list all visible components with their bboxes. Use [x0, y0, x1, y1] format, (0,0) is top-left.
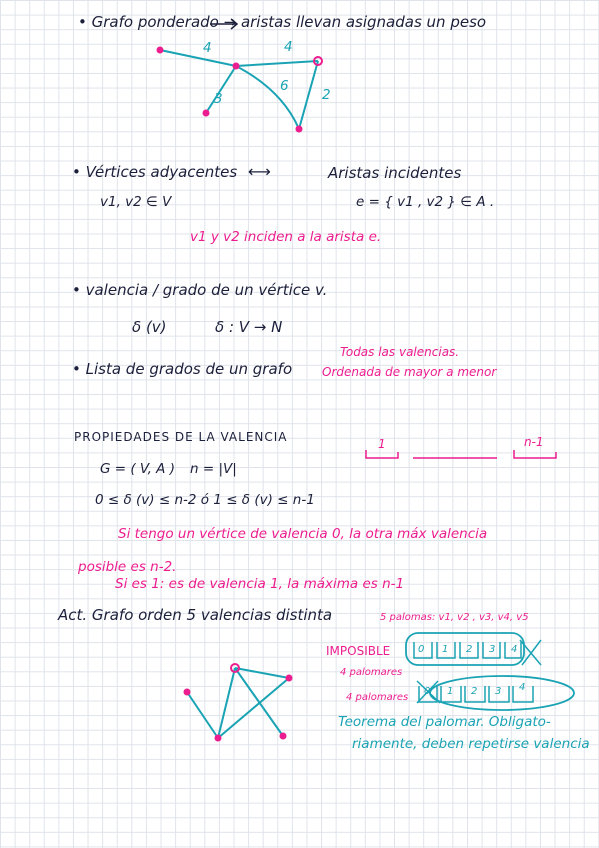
box-label: 1	[442, 644, 449, 655]
valence-note: Si tengo un vértice de valencia 0, la otra máx valencia	[118, 526, 488, 542]
delta-notation: δ (v)	[132, 318, 167, 336]
pigeonhole-theorem: Teorema del palomar. Obligato-	[338, 714, 551, 730]
graph-edge	[299, 61, 318, 129]
order-definition: n = |V|	[190, 461, 237, 477]
graph-edge	[236, 61, 318, 66]
edge-weight-label: 3	[214, 91, 223, 107]
graph-edge	[187, 692, 218, 738]
graph-edge	[235, 668, 283, 736]
graph-vertex	[157, 47, 164, 54]
box-label: 0	[418, 644, 425, 655]
activity-statement: Act. Grafo orden 5 valencias distinta	[58, 606, 333, 624]
valence-note: Si es 1: es de valencia 1, la máxima es n-1	[115, 576, 405, 592]
graph-edge	[160, 50, 236, 66]
pigeonholes-count: 4 palomares	[346, 692, 409, 703]
graph-vertex	[233, 63, 240, 70]
graph-vertex	[286, 675, 293, 682]
weighted-graph-definition: • Grafo ponderado → aristas llevan asignadas un peso	[78, 13, 487, 31]
properties-heading: PROPIEDADES DE LA VALENCIA	[74, 430, 288, 444]
incident-edge-formula: e = { v1 , v2 } ∈ A .	[356, 194, 495, 210]
graph-vertex	[203, 110, 210, 117]
pigeons-list: 5 palomas: v1, v2 , v3, v4, v5	[380, 612, 529, 623]
edge-weight-label: 4	[203, 40, 212, 56]
pigeonholes-count: 4 palomares	[340, 667, 403, 678]
box-label: 4	[519, 682, 526, 693]
example-graph	[184, 664, 293, 742]
graph-definition: G = ( V, A )	[100, 461, 175, 477]
box-label: 4	[511, 644, 518, 655]
incident-edges-title: Aristas incidentes	[328, 164, 462, 182]
range-end-label: n-1	[524, 435, 544, 449]
degree-list-note: Todas las valencias.	[340, 345, 460, 359]
box-label: 2	[466, 644, 473, 655]
valence-definition: • valencia / grado de un vértice v.	[72, 281, 328, 299]
edge-weight-label: 4	[284, 39, 293, 55]
graph-vertex	[215, 735, 222, 742]
valence-note: posible es n-2.	[78, 559, 177, 575]
bidirectional-arrow-icon: ⟷	[248, 162, 271, 181]
graph-edge	[218, 668, 235, 738]
valence-inequality: 0 ≤ δ (v) ≤ n-2 ó 1 ≤ δ (v) ≤ n-1	[95, 492, 315, 508]
graph-edge	[235, 668, 289, 678]
edge-weight-label: 6	[280, 78, 289, 94]
graph-vertex	[184, 689, 191, 696]
box-label: 1	[447, 686, 454, 697]
delta-function: δ : V → N	[215, 318, 283, 336]
adjacent-vertices-title: • Vértices adyacentes	[72, 163, 238, 181]
box-label: 2	[471, 686, 478, 697]
box-label: 0	[424, 686, 431, 697]
degree-list-title: • Lista de grados de un grafo	[72, 360, 293, 378]
box-label: 3	[489, 644, 496, 655]
box-label: 3	[495, 686, 502, 697]
graph-edge	[236, 66, 299, 129]
adjacent-vertices-formula: v1, v2 ∈ V	[100, 194, 172, 210]
graph-vertex	[280, 733, 287, 740]
weighted-graph	[157, 47, 323, 133]
pigeonhole-theorem: riamente, deben repetirse valencia	[352, 736, 590, 752]
degree-list-note: Ordenada de mayor a menor	[322, 365, 497, 379]
incidence-note: v1 y v2 inciden a la arista e.	[190, 229, 382, 245]
edge-weight-label: 2	[322, 87, 331, 103]
bracket-icon	[514, 450, 556, 458]
graph-vertex	[296, 126, 303, 133]
bracket-icon	[366, 450, 398, 458]
impossible-label: IMPOSIBLE	[326, 644, 391, 658]
range-start-label: 1	[378, 437, 386, 451]
